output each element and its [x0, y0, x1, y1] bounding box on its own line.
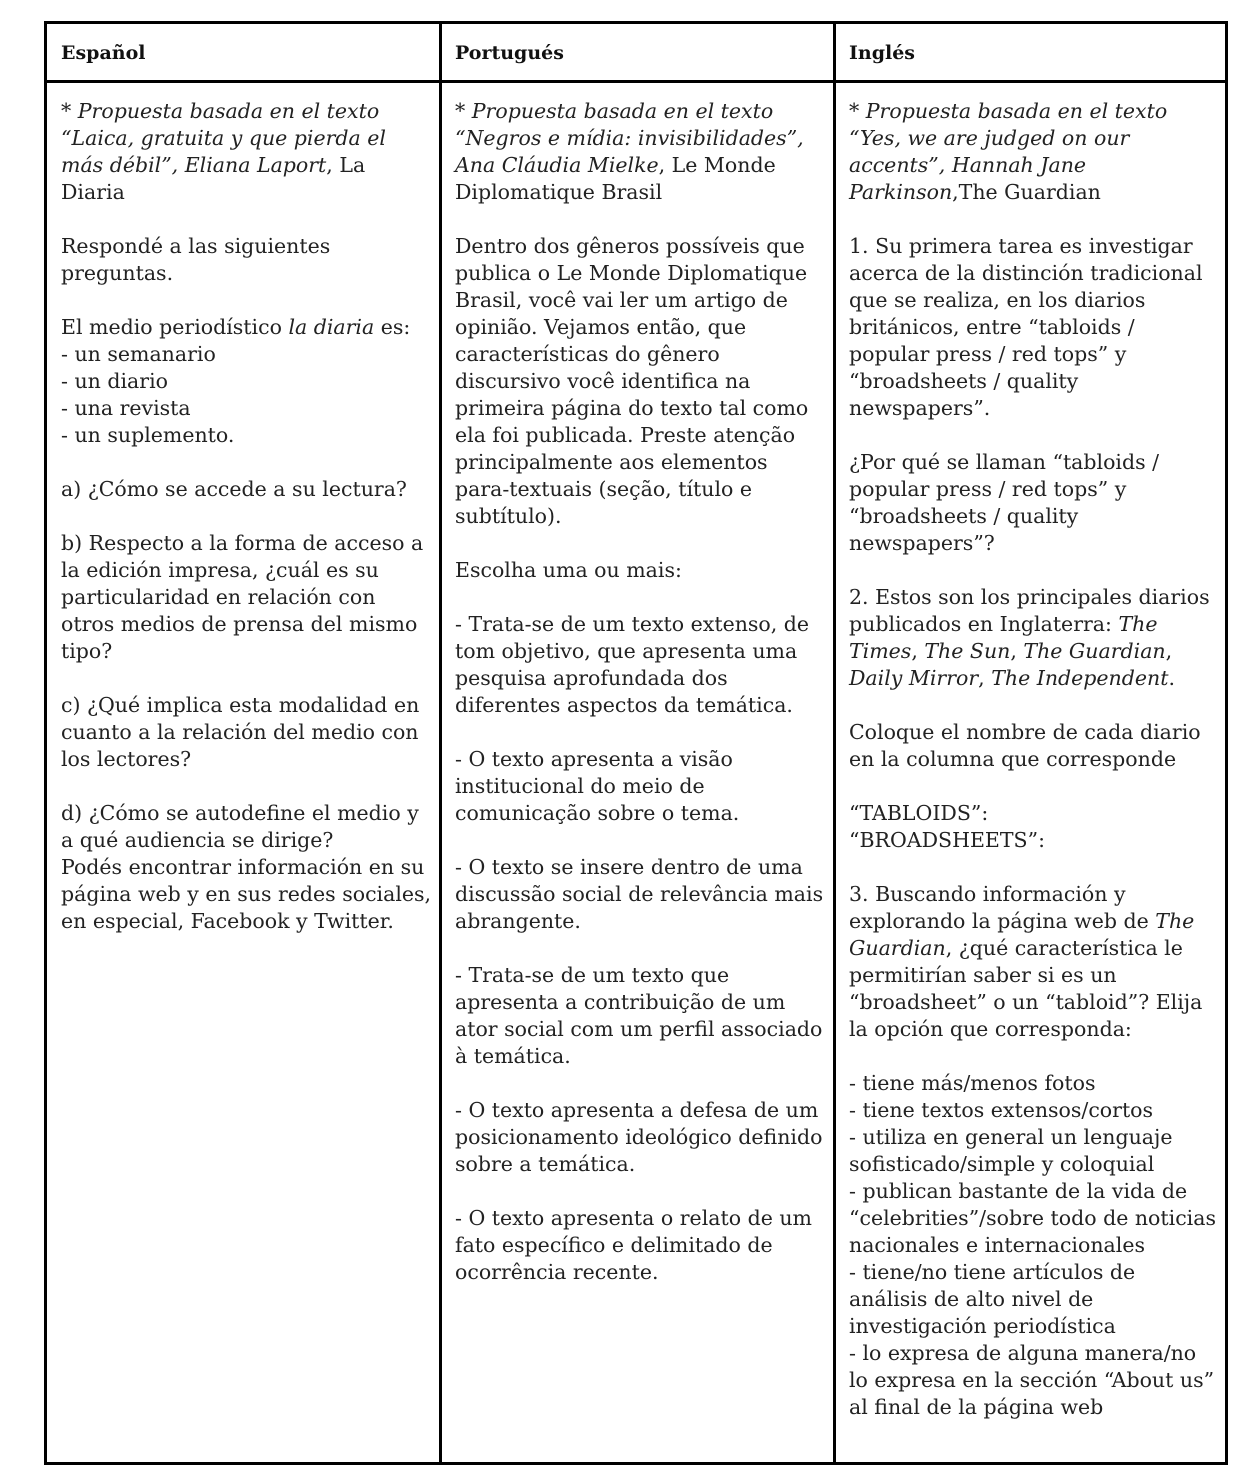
- header-portugues: Portugués: [455, 42, 564, 64]
- question-d-note: Podés encontrar información en su página web y en sus redes sociales, en especial, Facebook y Twitter.: [61, 855, 432, 933]
- classification-fields: [849, 800, 1219, 854]
- instruction: Respondé a las siguientes preguntas.: [61, 234, 331, 285]
- placement-instruction: Coloque el nombre de cada diario en la columna que corresponde: [849, 720, 1201, 771]
- medio-question: El medio periodístico la diaria es: - un semanario - un diario - una revista - un suplemento.: [61, 315, 411, 447]
- question-b: b) Respecto a la forma de acceso a la edición impresa, ¿cuál es su particularidad en relación con otros medios de prensa del mismo tipo?: [61, 531, 424, 663]
- option-item: - un diario: [61, 369, 168, 393]
- option-item: - un suplemento.: [61, 423, 235, 447]
- option-item: - O texto apresenta o relato de um fato específico e delimitado de ocorrência recente.: [455, 1206, 812, 1284]
- proposal-source: * Propuesta basada en el texto “Laica, gratuita y que pierda el más débil”, Eliana Laport, La Diaria: [61, 99, 386, 204]
- question-a: a) ¿Cómo se accede a su lectura?: [61, 477, 407, 501]
- cell-espanol: [61, 98, 433, 935]
- choose-instruction: Escolha uma ou mais:: [455, 558, 682, 582]
- option-item: - O texto apresenta a visão institucional do meio de comunicação sobre o tema.: [455, 747, 740, 825]
- comparison-table: [44, 21, 1228, 1465]
- cell-portugues: [455, 98, 827, 1286]
- option-item: - O texto apresenta a defesa de um posicionamento ideológico definido sobre a temática.: [455, 1098, 823, 1176]
- header-espanol: Español: [61, 42, 146, 64]
- proposal-source: * Propuesta basada en el texto “Negros e mídia: invisibilidades”, Ana Cláudia Mielke, Le Monde Diplomatique Brasil: [455, 99, 804, 204]
- column-divider: [833, 24, 836, 1462]
- task-2: 2. Estos son los principales diarios publicados en Inglaterra: The Times, The Sun, The Guardian, Daily Mirror, The Independent.: [849, 585, 1210, 690]
- task-3: 3. Buscando información y explorando la página web de The Guardian, ¿qué característica le permitirían saber si es un “broadsheet” o un “tabloid”? Elija la opción que corresponda:: [849, 882, 1203, 1041]
- option-item: - un semanario: [61, 342, 216, 366]
- question-d: d) ¿Cómo se autodefine el medio y a qué audiencia se dirige?: [61, 801, 419, 852]
- header-divider: [47, 80, 1225, 83]
- question-c: c) ¿Qué implica esta modalidad en cuanto a la relación del medio con los lectores?: [61, 693, 420, 771]
- task-1: 1. Su primera tarea es investigar acerca de la distinción tradicional que se realiza, en los diarios británicos, entre “tabloids / popular press / red tops” y “broadsheets / quality newspapers”.: [849, 234, 1203, 420]
- header-ingles: Inglés: [849, 42, 915, 64]
- option-item: - tiene más/menos fotos: [849, 1071, 1096, 1095]
- option-item: - utiliza en general un lenguaje sofisticado/simple y coloquial: [849, 1125, 1173, 1176]
- tabloids-label: “TABLOIDS”:: [849, 801, 989, 825]
- option-item: - O texto se insere dentro de uma discussão social de relevância mais abrangente.: [455, 855, 824, 933]
- option-item: - publican bastante de la vida de “celebrities”/sobre todo de noticias nacionales e internacionales: [849, 1179, 1216, 1257]
- proposal-source: * Propuesta basada en el texto “Yes, we are judged on our accents”, Hannah Jane Parkinson,The Guardian: [849, 99, 1168, 204]
- option-item: - tiene textos extensos/cortos: [849, 1098, 1154, 1122]
- why-question: ¿Por qué se llaman “tabloids / popular press / red tops” y “broadsheets / quality newspapers”?: [849, 450, 1160, 555]
- option-item: - Trata-se de um texto que apresenta a contribuição de um ator social com um perfil associado à temática.: [455, 963, 823, 1068]
- option-item: - Trata-se de um texto extenso, de tom objetivo, que apresenta uma pesquisa aprofundada dos diferentes aspectos da temática.: [455, 612, 810, 717]
- option-item: - tiene/no tiene artículos de análisis de alto nivel de investigación periodística: [849, 1260, 1136, 1338]
- broadsheets-label: “BROADSHEETS”:: [849, 828, 1045, 852]
- column-divider: [439, 24, 442, 1462]
- cell-ingles: [849, 98, 1219, 1421]
- intro-text: Dentro dos gêneros possíveis que publica o Le Monde Diplomatique Brasil, você vai ler um artigo de opinião. Vejamos então, que características do gênero discursivo você identifica na primeira página do texto tal como ela foi publicada. Preste atenção principalmente aos elementos para-textuais (seção, título e subtítulo).: [455, 234, 809, 528]
- option-item: - lo expresa de alguna manera/no lo expresa en la sección “About us” al final de la página web: [849, 1341, 1215, 1419]
- option-item: - una revista: [61, 396, 191, 420]
